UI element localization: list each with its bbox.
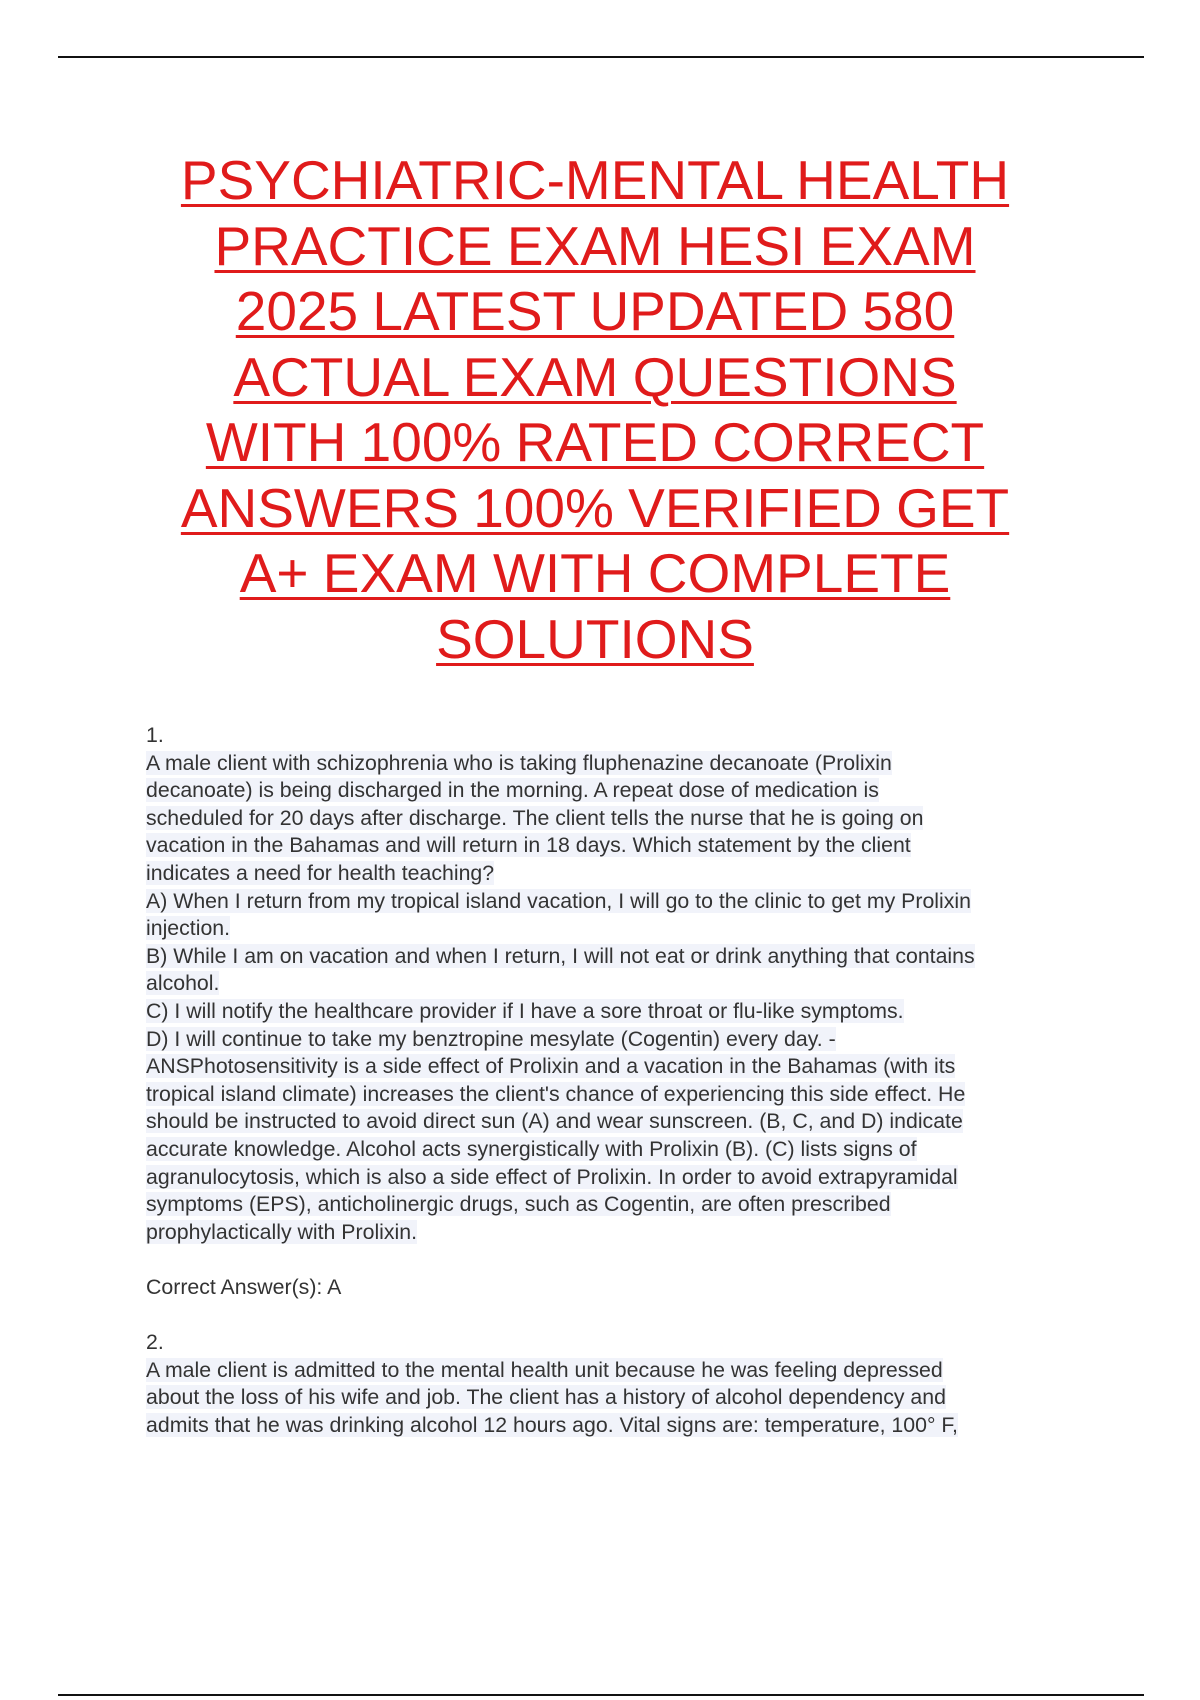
rationale-line: accurate knowledge. Alcohol acts synergistically with Prolixin (B). (C) lists signs of [146, 1136, 917, 1161]
correct-answer: Correct Answer(s): A [146, 1274, 342, 1299]
option-b-line: alcohol. [146, 971, 220, 996]
question-number: 1. [146, 723, 164, 747]
document-body [146, 722, 1096, 1439]
title-line: SOLUTIONS [436, 607, 754, 670]
question-2 [146, 1329, 1096, 1439]
title-line: WITH 100% RATED CORRECT [205, 411, 985, 473]
title-line: ACTUAL EXAM QUESTIONS [233, 345, 957, 408]
rationale-line: agranulocytosis, which is also a side effect of Prolixin. In order to avoid extrapyramidal [146, 1164, 958, 1189]
question-text-line: about the loss of his wife and job. The client has a history of alcohol dependency and [146, 1385, 946, 1410]
rationale-line: tropical island climate) increases the client's chance of experiencing this side effect. He [146, 1081, 966, 1106]
title-line: ANSWERS 100% VERIFIED GET [180, 476, 1010, 539]
question-text-line: decanoate) is being discharged in the morning. A repeat dose of medication is [146, 778, 879, 803]
bottom-rule [58, 1694, 1144, 1696]
option-a-line: A) When I return from my tropical island vacation, I will go to the clinic to get my Prolixin [146, 888, 971, 913]
option-b-line: B) While I am on vacation and when I return, I will not eat or drink anything that contains [146, 943, 975, 968]
option-c-line: C) I will notify the healthcare provider if I have a sore throat or flu-like symptoms. [146, 998, 904, 1023]
rationale-line: symptoms (EPS), anticholinergic drugs, such as Cogentin, are often prescribed [146, 1192, 891, 1217]
question-number: 2. [146, 1330, 164, 1355]
title-line: PSYCHIATRIC-MENTAL HEALTH [180, 149, 1010, 211]
rationale-line: should be instructed to avoid direct sun (A) and wear sunscreen. (B, C, and D) indicate [146, 1109, 963, 1134]
top-rule [58, 56, 1144, 58]
rationale-line: prophylactically with Prolixin. [146, 1219, 418, 1244]
question-text-line: A male client is admitted to the mental health unit because he was feeling depressed [146, 1357, 943, 1382]
question-text-line: admits that he was drinking alcohol 12 hours ago. Vital signs are: temperature, 100° F, [146, 1412, 958, 1437]
title-line: A+ EXAM WITH COMPLETE [239, 542, 951, 604]
option-d-line: D) I will continue to take my benztropine mesylate (Cogentin) every day. - [146, 1026, 836, 1051]
question-text-line: A male client with schizophrenia who is taking fluphenazine decanoate (Prolixin [146, 750, 892, 775]
rationale-line: ANSPhotosensitivity is a side effect of Prolixin and a vacation in the Bahamas (with its [146, 1054, 956, 1079]
title-line: PRACTICE EXAM HESI EXAM [214, 214, 976, 277]
document-title [150, 148, 1040, 672]
question-text-line: vacation in the Bahamas and will return in 18 days. Which statement by the client [146, 833, 911, 858]
question-text-line: indicates a need for health teaching? [146, 860, 495, 885]
question-text-line: scheduled for 20 days after discharge. The client tells the nurse that he is going on [146, 805, 924, 830]
question-1 [146, 722, 1096, 1329]
option-a-line: injection. [146, 916, 231, 941]
title-line: 2025 LATEST UPDATED 580 [235, 280, 955, 342]
